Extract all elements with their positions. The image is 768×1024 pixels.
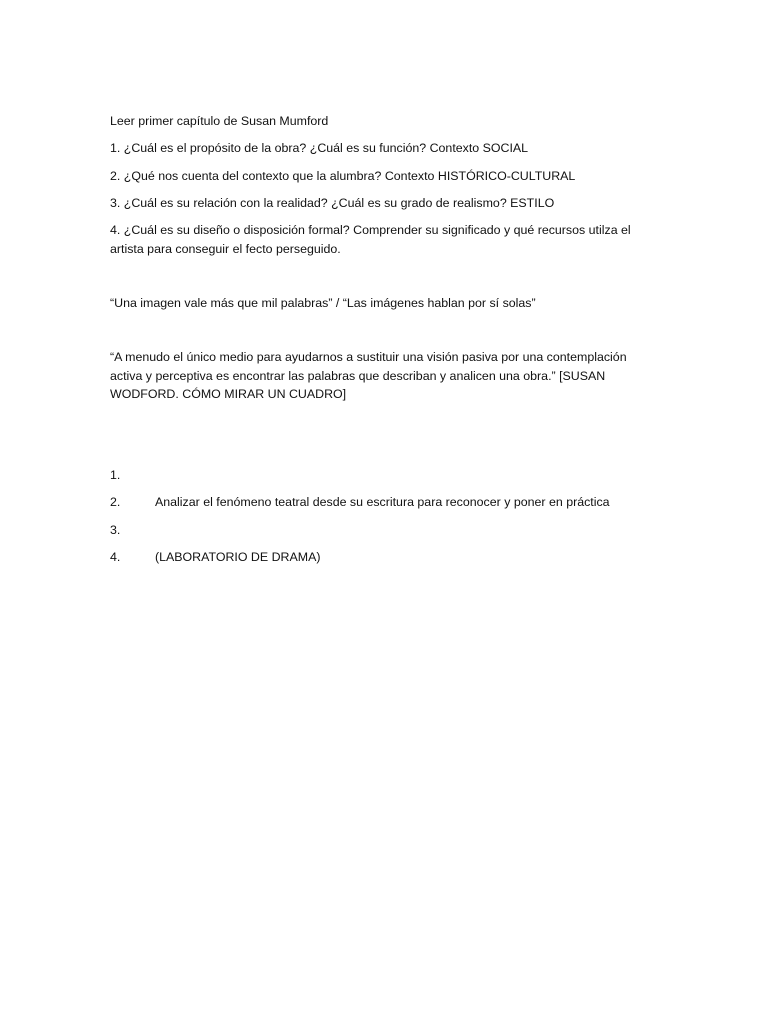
list-number: 2. (110, 495, 121, 509)
question-4: 4. ¿Cuál es su diseño o disposición formal? Comprender su significado y qué recursos utilza el artista para conseguir el fecto perseguido. (110, 223, 631, 256)
list-number: 3. (110, 523, 121, 537)
list-number: 1. (110, 468, 121, 482)
list-number: 4. (110, 550, 121, 564)
quote-1: “Una imagen vale más que mil palabras” / “Las imágenes hablan por sí solas” (110, 296, 536, 310)
list-text: (LABORATORIO DE DRAMA) (155, 550, 321, 564)
document-heading: Leer primer capítulo de Susan Mumford (110, 114, 329, 128)
question-3: 3. ¿Cuál es su relación con la realidad? ¿Cuál es su grado de realismo? ESTILO (110, 196, 555, 210)
question-1: 1. ¿Cuál es el propósito de la obra? ¿Cuál es su función? Contexto SOCIAL (110, 141, 529, 155)
question-2: 2. ¿Qué nos cuenta del contexto que la alumbra? Contexto HISTÓRICO-CULTURAL (110, 169, 576, 183)
quote-2: “A menudo el único medio para ayudarnos a sustituir una visión pasiva por una contemplación activa y perceptiva es encontrar las palabras que describan y analicen una obra.” [SUSAN WODFORD. CÓMO MIRAR UN CUADRO] (110, 350, 627, 401)
list-text: Analizar el fenómeno teatral desde su escritura para reconocer y poner en práctica (155, 495, 610, 509)
